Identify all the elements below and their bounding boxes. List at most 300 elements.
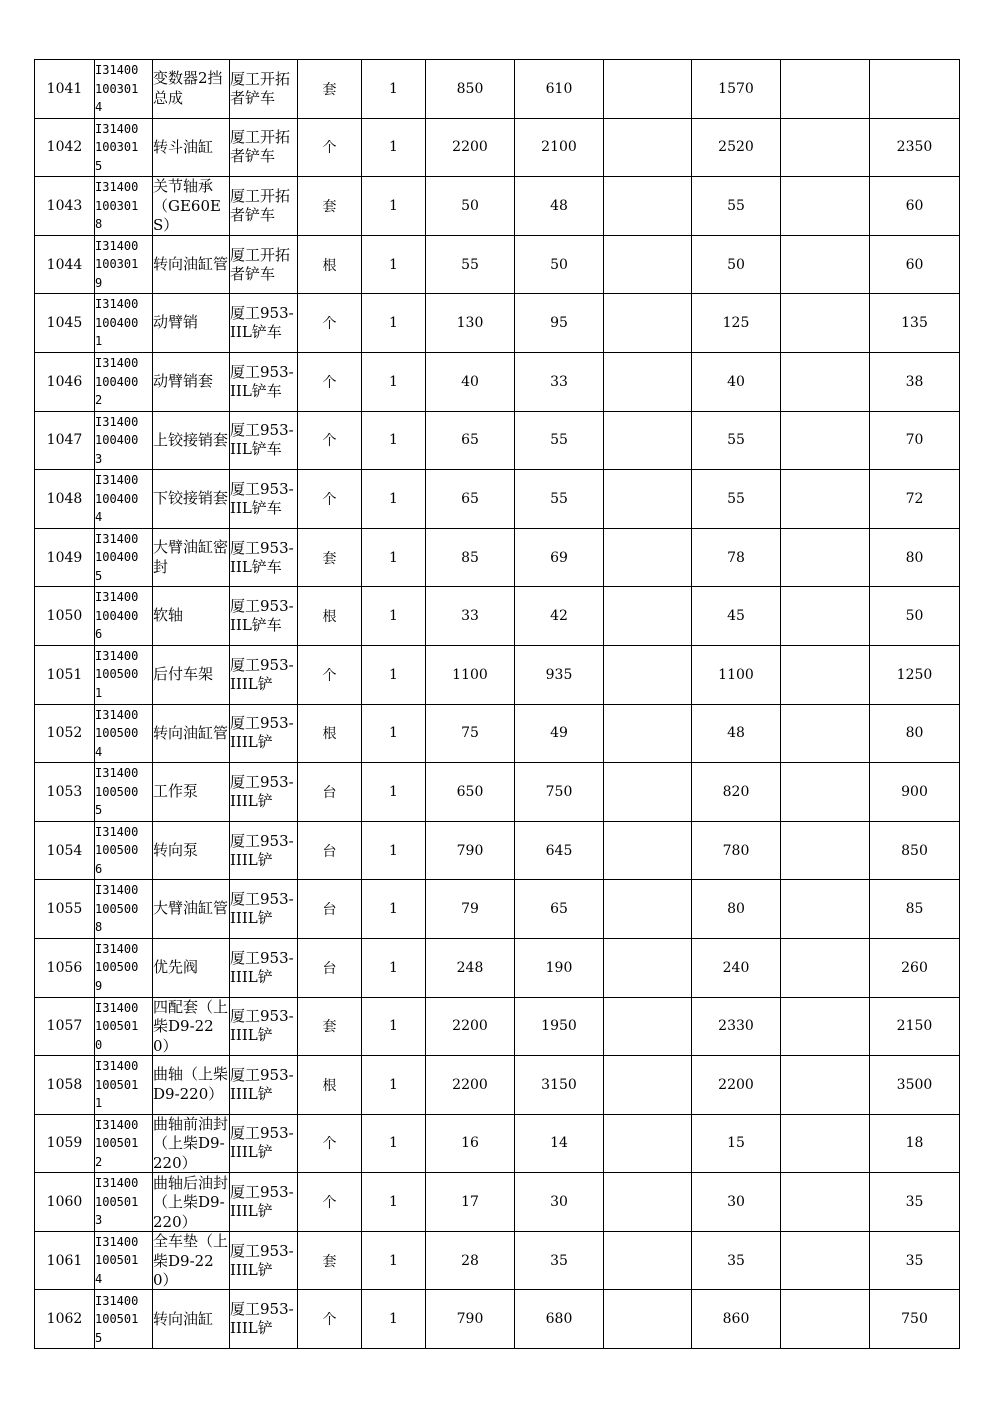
item-number: 1054 xyxy=(46,842,83,859)
item-quantity-cell xyxy=(362,1290,426,1349)
price-1-cell xyxy=(426,60,515,119)
price-1-cell xyxy=(426,704,515,763)
item-code: I31400 100501 1 xyxy=(95,1059,139,1111)
item-unit: 套 xyxy=(322,81,337,98)
item-number-cell xyxy=(35,821,95,880)
item-quantity: 1 xyxy=(389,1252,398,1269)
item-unit: 个 xyxy=(322,140,337,157)
price-4-cell xyxy=(692,352,781,411)
item-code: I31400 100500 6 xyxy=(95,824,139,876)
price-1: 130 xyxy=(456,315,484,332)
price-2-cell xyxy=(515,118,604,177)
item-name: 曲轴（上柴D9-220） xyxy=(153,1065,229,1103)
price-3-cell xyxy=(604,880,692,939)
price-1: 40 xyxy=(461,373,479,390)
item-code: I31400 100501 3 xyxy=(95,1176,139,1228)
item-model-cell xyxy=(230,1114,298,1173)
price-2-cell xyxy=(515,411,604,470)
price-2-cell xyxy=(515,704,604,763)
price-4-cell xyxy=(692,587,781,646)
item-code: I31400 100400 5 xyxy=(95,531,139,583)
item-model: 厦工953-IIIL铲 xyxy=(230,948,294,986)
item-model: 厦工953-IIIL铲 xyxy=(230,1183,294,1221)
price-6-cell xyxy=(870,1114,960,1173)
item-quantity: 1 xyxy=(389,1018,398,1035)
price-3-cell xyxy=(604,938,692,997)
price-1: 790 xyxy=(456,1311,484,1328)
item-number-cell xyxy=(35,763,95,822)
item-model: 厦工953-IIL铲车 xyxy=(230,304,294,342)
price-5-cell xyxy=(781,704,870,763)
item-quantity: 1 xyxy=(389,197,398,214)
item-name-cell xyxy=(153,294,230,353)
price-5-cell xyxy=(781,1173,870,1232)
item-code-cell xyxy=(95,880,153,939)
item-name-cell xyxy=(153,704,230,763)
price-2: 935 xyxy=(545,666,573,683)
price-4-cell xyxy=(692,880,781,939)
price-2-cell xyxy=(515,294,604,353)
price-6: 35 xyxy=(905,1252,924,1269)
item-code: I31400 100501 2 xyxy=(95,1117,139,1169)
item-name: 大臂油缸管 xyxy=(153,899,229,918)
item-quantity-cell xyxy=(362,1056,426,1115)
price-6-cell xyxy=(870,1173,960,1232)
item-unit-cell xyxy=(298,411,362,470)
item-number-cell xyxy=(35,177,95,236)
item-unit: 台 xyxy=(322,902,337,919)
price-6: 35 xyxy=(905,1194,924,1211)
item-quantity-cell xyxy=(362,235,426,294)
item-model: 厦工953-IIIL铲 xyxy=(230,1300,294,1338)
item-number: 1043 xyxy=(46,197,83,214)
item-unit-cell xyxy=(298,1290,362,1349)
item-model-cell xyxy=(230,60,298,119)
item-code-cell xyxy=(95,938,153,997)
item-unit-cell xyxy=(298,294,362,353)
price-1-cell xyxy=(426,880,515,939)
price-4-cell xyxy=(692,1114,781,1173)
table-row xyxy=(35,938,960,997)
price-1: 2200 xyxy=(452,1076,488,1093)
item-quantity-cell xyxy=(362,704,426,763)
item-quantity-cell xyxy=(362,645,426,704)
table-row xyxy=(35,470,960,529)
price-2-cell xyxy=(515,997,604,1056)
price-3-cell xyxy=(604,118,692,177)
price-5-cell xyxy=(781,470,870,529)
item-name: 转向油缸管 xyxy=(153,254,229,273)
item-number-cell xyxy=(35,1231,95,1290)
item-code: I31400 100301 9 xyxy=(95,238,139,290)
price-1-cell xyxy=(426,411,515,470)
price-2: 14 xyxy=(550,1135,568,1152)
price-1: 17 xyxy=(461,1194,479,1211)
price-4: 15 xyxy=(727,1135,745,1152)
price-2-cell xyxy=(515,470,604,529)
price-4: 2330 xyxy=(718,1018,754,1035)
table-row xyxy=(35,645,960,704)
table-row xyxy=(35,821,960,880)
item-model-cell xyxy=(230,294,298,353)
item-model: 厦工953-IIIL铲 xyxy=(230,890,294,928)
item-number: 1049 xyxy=(46,549,83,566)
item-number: 1061 xyxy=(46,1252,83,1269)
price-6: 2150 xyxy=(896,1018,933,1035)
price-1-cell xyxy=(426,352,515,411)
item-code: I31400 100501 0 xyxy=(95,1000,139,1052)
item-model: 厦工953-IIL铲车 xyxy=(230,479,294,517)
item-name-cell xyxy=(153,528,230,587)
item-name: 转向油缸 xyxy=(153,1309,214,1328)
table-row xyxy=(35,1231,960,1290)
item-model-cell xyxy=(230,470,298,529)
price-5-cell xyxy=(781,235,870,294)
item-model-cell xyxy=(230,645,298,704)
price-2: 30 xyxy=(550,1194,568,1211)
item-quantity-cell xyxy=(362,177,426,236)
item-unit-cell xyxy=(298,1173,362,1232)
price-1: 75 xyxy=(461,725,479,742)
item-code-cell xyxy=(95,1114,153,1173)
price-4: 30 xyxy=(727,1194,745,1211)
price-4: 780 xyxy=(722,842,750,859)
item-model-cell xyxy=(230,528,298,587)
item-number: 1048 xyxy=(46,490,83,507)
price-2: 55 xyxy=(550,432,568,449)
item-name: 曲轴前油封（上柴D9-220） xyxy=(153,1114,229,1172)
price-4-cell xyxy=(692,118,781,177)
price-1-cell xyxy=(426,938,515,997)
table-row xyxy=(35,763,960,822)
item-quantity-cell xyxy=(362,528,426,587)
price-4-cell xyxy=(692,294,781,353)
price-1-cell xyxy=(426,997,515,1056)
item-unit-cell xyxy=(298,1231,362,1290)
item-quantity-cell xyxy=(362,1173,426,1232)
item-number-cell xyxy=(35,938,95,997)
item-unit-cell xyxy=(298,763,362,822)
item-name-cell xyxy=(153,1231,230,1290)
item-quantity-cell xyxy=(362,352,426,411)
item-number: 1062 xyxy=(46,1311,83,1328)
item-number: 1041 xyxy=(46,80,83,97)
price-1-cell xyxy=(426,177,515,236)
item-model-cell xyxy=(230,352,298,411)
item-model: 厦工953-IIIL铲 xyxy=(230,714,294,752)
price-5-cell xyxy=(781,1114,870,1173)
item-unit-cell xyxy=(298,470,362,529)
price-2-cell xyxy=(515,938,604,997)
price-2: 680 xyxy=(545,1311,573,1328)
price-5-cell xyxy=(781,880,870,939)
item-model: 厦工953-IIIL铲 xyxy=(230,772,294,810)
item-code: I31400 100500 4 xyxy=(95,707,139,759)
price-5-cell xyxy=(781,352,870,411)
price-3-cell xyxy=(604,1290,692,1349)
item-name-cell xyxy=(153,1056,230,1115)
item-code-cell xyxy=(95,821,153,880)
item-name-cell xyxy=(153,118,230,177)
price-3-cell xyxy=(604,1173,692,1232)
item-name-cell xyxy=(153,645,230,704)
item-code-cell xyxy=(95,470,153,529)
price-3-cell xyxy=(604,704,692,763)
price-3-cell xyxy=(604,411,692,470)
price-6-cell xyxy=(870,997,960,1056)
item-unit: 个 xyxy=(322,1195,337,1212)
price-4-cell xyxy=(692,938,781,997)
price-4-cell xyxy=(692,1056,781,1115)
price-2: 48 xyxy=(550,197,568,214)
item-model-cell xyxy=(230,997,298,1056)
price-2: 610 xyxy=(545,80,573,97)
item-code: I31400 100400 6 xyxy=(95,590,139,642)
item-number-cell xyxy=(35,118,95,177)
price-6: 60 xyxy=(905,256,924,273)
price-1: 65 xyxy=(461,490,479,507)
price-3-cell xyxy=(604,177,692,236)
price-2-cell xyxy=(515,528,604,587)
price-1: 85 xyxy=(461,549,479,566)
item-unit-cell xyxy=(298,352,362,411)
item-unit: 套 xyxy=(322,550,337,567)
item-code-cell xyxy=(95,177,153,236)
price-3-cell xyxy=(604,60,692,119)
price-2: 35 xyxy=(550,1252,568,1269)
item-quantity: 1 xyxy=(389,1135,398,1152)
price-6-cell xyxy=(870,880,960,939)
item-quantity: 1 xyxy=(389,373,398,390)
price-6: 50 xyxy=(905,608,924,625)
price-2-cell xyxy=(515,1173,604,1232)
item-quantity-cell xyxy=(362,763,426,822)
price-4: 48 xyxy=(727,725,745,742)
price-5-cell xyxy=(781,177,870,236)
price-6-cell xyxy=(870,763,960,822)
item-code-cell xyxy=(95,1173,153,1232)
price-1: 50 xyxy=(461,197,479,214)
price-3-cell xyxy=(604,997,692,1056)
item-name: 后付车架 xyxy=(153,664,214,683)
item-code: I31400 100500 8 xyxy=(95,883,139,935)
price-4: 55 xyxy=(727,197,745,214)
item-unit-cell xyxy=(298,118,362,177)
item-unit: 个 xyxy=(322,433,337,450)
price-3-cell xyxy=(604,645,692,704)
price-6: 260 xyxy=(901,959,928,976)
item-unit-cell xyxy=(298,997,362,1056)
price-3-cell xyxy=(604,587,692,646)
table-row xyxy=(35,352,960,411)
price-1: 33 xyxy=(461,608,479,625)
item-unit: 台 xyxy=(322,960,337,977)
item-name-cell xyxy=(153,352,230,411)
parts-price-table xyxy=(34,59,960,1349)
item-name-cell xyxy=(153,470,230,529)
price-1: 1100 xyxy=(452,666,488,683)
item-model-cell xyxy=(230,763,298,822)
price-4-cell xyxy=(692,704,781,763)
price-6: 60 xyxy=(905,197,924,214)
item-quantity: 1 xyxy=(389,1076,398,1093)
table-row xyxy=(35,177,960,236)
price-2-cell xyxy=(515,177,604,236)
item-name-cell xyxy=(153,235,230,294)
price-6-cell xyxy=(870,411,960,470)
item-code-cell xyxy=(95,411,153,470)
table-row xyxy=(35,235,960,294)
item-model: 厦工953-IIIL铲 xyxy=(230,831,294,869)
item-unit-cell xyxy=(298,1114,362,1173)
price-1: 65 xyxy=(461,432,479,449)
price-6-cell xyxy=(870,177,960,236)
item-code-cell xyxy=(95,528,153,587)
item-name: 转向泵 xyxy=(153,840,199,859)
item-unit: 根 xyxy=(322,609,337,626)
item-unit: 个 xyxy=(322,491,337,508)
price-5-cell xyxy=(781,938,870,997)
price-3-cell xyxy=(604,528,692,587)
price-1: 2200 xyxy=(452,139,488,156)
price-2: 645 xyxy=(545,842,573,859)
price-2: 33 xyxy=(550,373,568,390)
item-number: 1056 xyxy=(46,959,83,976)
item-name: 工作泵 xyxy=(153,782,199,801)
item-model-cell xyxy=(230,880,298,939)
price-1: 850 xyxy=(456,80,484,97)
price-1-cell xyxy=(426,1173,515,1232)
price-3-cell xyxy=(604,1114,692,1173)
item-quantity: 1 xyxy=(389,901,398,918)
item-code-cell xyxy=(95,60,153,119)
item-quantity-cell xyxy=(362,880,426,939)
item-quantity: 1 xyxy=(389,432,398,449)
item-name-cell xyxy=(153,60,230,119)
item-quantity: 1 xyxy=(389,1194,398,1211)
price-2-cell xyxy=(515,1114,604,1173)
price-6: 900 xyxy=(901,783,928,800)
price-6-cell xyxy=(870,470,960,529)
item-name-cell xyxy=(153,587,230,646)
item-number-cell xyxy=(35,1173,95,1232)
price-6: 38 xyxy=(905,373,924,390)
item-number: 1058 xyxy=(46,1076,83,1093)
item-model-cell xyxy=(230,938,298,997)
price-4: 2200 xyxy=(718,1076,754,1093)
item-number: 1050 xyxy=(46,608,83,625)
item-code: I31400 100400 4 xyxy=(95,473,139,525)
item-number-cell xyxy=(35,880,95,939)
item-unit-cell xyxy=(298,821,362,880)
price-1-cell xyxy=(426,528,515,587)
item-model: 厦工953-IIL铲车 xyxy=(230,538,294,576)
price-6: 750 xyxy=(901,1311,928,1328)
price-2: 95 xyxy=(550,315,568,332)
table-row xyxy=(35,411,960,470)
item-quantity-cell xyxy=(362,118,426,177)
price-2: 69 xyxy=(550,549,568,566)
price-2-cell xyxy=(515,235,604,294)
price-6-cell xyxy=(870,1290,960,1349)
table-row xyxy=(35,1114,960,1173)
item-model: 厦工开拓者铲车 xyxy=(230,245,291,283)
item-model-cell xyxy=(230,118,298,177)
item-number: 1044 xyxy=(46,256,83,273)
item-number: 1045 xyxy=(46,315,83,332)
price-1-cell xyxy=(426,118,515,177)
price-2: 3150 xyxy=(541,1076,577,1093)
item-number-cell xyxy=(35,1056,95,1115)
table-row xyxy=(35,587,960,646)
price-1-cell xyxy=(426,1056,515,1115)
price-6-cell xyxy=(870,294,960,353)
item-quantity: 1 xyxy=(389,959,398,976)
price-3-cell xyxy=(604,763,692,822)
item-quantity-cell xyxy=(362,821,426,880)
table-row xyxy=(35,997,960,1056)
item-unit: 台 xyxy=(322,784,337,801)
table-row xyxy=(35,704,960,763)
item-unit: 个 xyxy=(322,1136,337,1153)
item-number-cell xyxy=(35,1290,95,1349)
price-4: 860 xyxy=(722,1311,750,1328)
item-unit-cell xyxy=(298,60,362,119)
price-6-cell xyxy=(870,938,960,997)
item-name: 转向油缸管 xyxy=(153,723,229,742)
price-2: 50 xyxy=(550,256,568,273)
item-number-cell xyxy=(35,411,95,470)
item-number: 1057 xyxy=(46,1018,83,1035)
item-code-cell xyxy=(95,645,153,704)
item-unit-cell xyxy=(298,587,362,646)
price-6: 135 xyxy=(901,315,928,332)
price-2: 42 xyxy=(550,608,568,625)
item-code: I31400 100500 1 xyxy=(95,648,139,700)
price-4-cell xyxy=(692,821,781,880)
price-4: 2520 xyxy=(718,139,754,156)
item-model-cell xyxy=(230,1290,298,1349)
item-model-cell xyxy=(230,1231,298,1290)
item-quantity: 1 xyxy=(389,549,398,566)
table-row xyxy=(35,118,960,177)
item-unit: 个 xyxy=(322,667,337,684)
price-1-cell xyxy=(426,470,515,529)
item-code: I31400 100400 2 xyxy=(95,356,139,408)
price-2-cell xyxy=(515,763,604,822)
price-5-cell xyxy=(781,1056,870,1115)
price-6: 2350 xyxy=(896,139,933,156)
item-code: I31400 100501 5 xyxy=(95,1293,139,1345)
price-6: 850 xyxy=(901,842,928,859)
price-1: 16 xyxy=(461,1135,479,1152)
item-name-cell xyxy=(153,177,230,236)
item-code-cell xyxy=(95,587,153,646)
item-model-cell xyxy=(230,1056,298,1115)
item-model: 厦工953-IIIL铲 xyxy=(230,1124,294,1162)
item-code-cell xyxy=(95,352,153,411)
item-quantity-cell xyxy=(362,294,426,353)
price-2-cell xyxy=(515,587,604,646)
price-4: 50 xyxy=(727,256,745,273)
price-2: 65 xyxy=(550,901,568,918)
item-code: I31400 100500 9 xyxy=(95,941,139,993)
price-2: 190 xyxy=(545,959,573,976)
price-6-cell xyxy=(870,235,960,294)
item-code: I31400 100301 8 xyxy=(95,180,139,232)
item-model-cell xyxy=(230,821,298,880)
price-4: 80 xyxy=(727,901,745,918)
